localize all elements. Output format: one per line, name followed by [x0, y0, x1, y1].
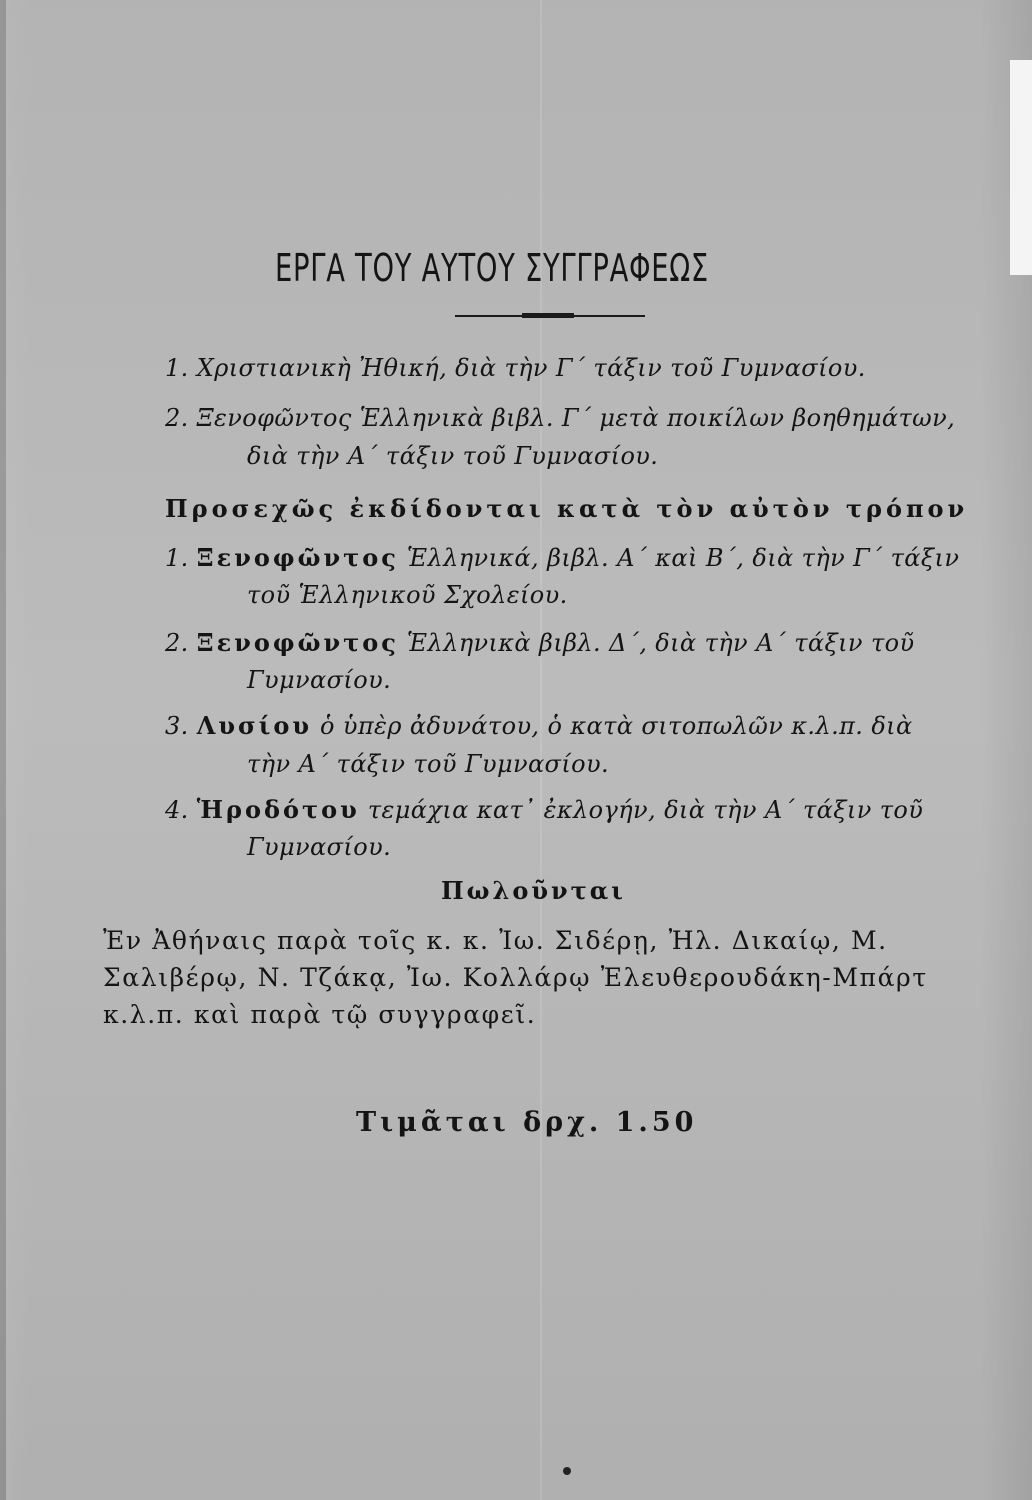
published-item-2-cont: διὰ τὴν Α΄ τάξιν τοῦ Γυμνασίου. [247, 442, 659, 470]
sale-line-2: Σαλιβέρῳ, Ν. Τζάκᾳ, Ἰω. Κολλάρῳ Ἐλευθερουδάκη-Μπάρτ [103, 963, 928, 992]
item-author: Λυσίου [196, 711, 312, 740]
item-number: 1. [165, 544, 189, 572]
item-author: Ἡροδότου [196, 795, 360, 824]
published-item-1: 1. Χριστιανικὴ Ἠθική, διὰ τὴν Γ΄ τάξιν τοῦ Γυμνασίου. [165, 354, 866, 382]
item-text: Ἑλληνικὰ βιβλ. Δ΄, διὰ τὴν Α΄ τάξιν τοῦ [406, 629, 915, 657]
item-text: ὁ ὑπὲρ ἀδυνάτου, ὁ κατὰ σιτοπωλῶν κ.λ.π. διὰ [320, 712, 913, 740]
item-number: 3. [165, 712, 189, 740]
forthcoming-item-2 [165, 628, 914, 657]
paper-corner-strip [1010, 60, 1032, 275]
sale-line-1: Ἐν Ἀθήναις παρὰ τοῖς κ. κ. Ἰω. Σιδέρῃ, Ἠλ. Δικαίῳ, Μ. [103, 926, 888, 955]
item-text: Ἑλληνικά, βιβλ. Α΄ καὶ Β΄, διὰ τὴν Γ΄ τάξιν [406, 544, 960, 572]
forthcoming-item-4-cont: Γυμνασίου. [247, 833, 392, 861]
forthcoming-item-3-cont: τὴν Α΄ τάξιν τοῦ Γυμνασίου. [247, 750, 610, 778]
forthcoming-item-4 [165, 795, 923, 824]
forthcoming-item-1 [165, 543, 959, 572]
bottom-dot [563, 1467, 571, 1475]
forthcoming-heading: Προσεχῶς ἐκδίδονται κατὰ τὸν αὐτὸν τρόπον [165, 494, 969, 523]
price-line: Τιμᾶται δρχ. 1.50 [356, 1107, 698, 1138]
forthcoming-item-3 [165, 711, 913, 740]
sale-line-3: κ.λ.π. καὶ παρὰ τῷ συγγραφεῖ. [103, 1000, 537, 1029]
page-title: ΕΡΓΑ ΤΟΥ ΑΥΤΟΥ ΣΥΓΓΡΑΦΕΩΣ [275, 246, 709, 290]
title-rule-center [522, 313, 574, 318]
paper-edge-shadow [0, 0, 6, 1500]
sale-heading: Πωλοῦνται [441, 876, 626, 905]
published-item-2: 2. Ξενοφῶντος Ἑλληνικὰ βιβλ. Γ΄ μετὰ ποικίλων βοηθημάτων, [165, 404, 956, 432]
item-text: τεμάχια κατ᾽ ἐκλογήν, διὰ τὴν Α΄ τάξιν τοῦ [367, 796, 924, 824]
forthcoming-item-1-cont: τοῦ Ἑλληνικοῦ Σχολείου. [247, 581, 568, 609]
item-author: Ξενοφῶντος [196, 628, 399, 657]
item-author: Ξενοφῶντος [196, 543, 399, 572]
item-number: 4. [165, 796, 189, 824]
forthcoming-item-2-cont: Γυμνασίου. [247, 666, 392, 694]
item-number: 2. [165, 629, 189, 657]
